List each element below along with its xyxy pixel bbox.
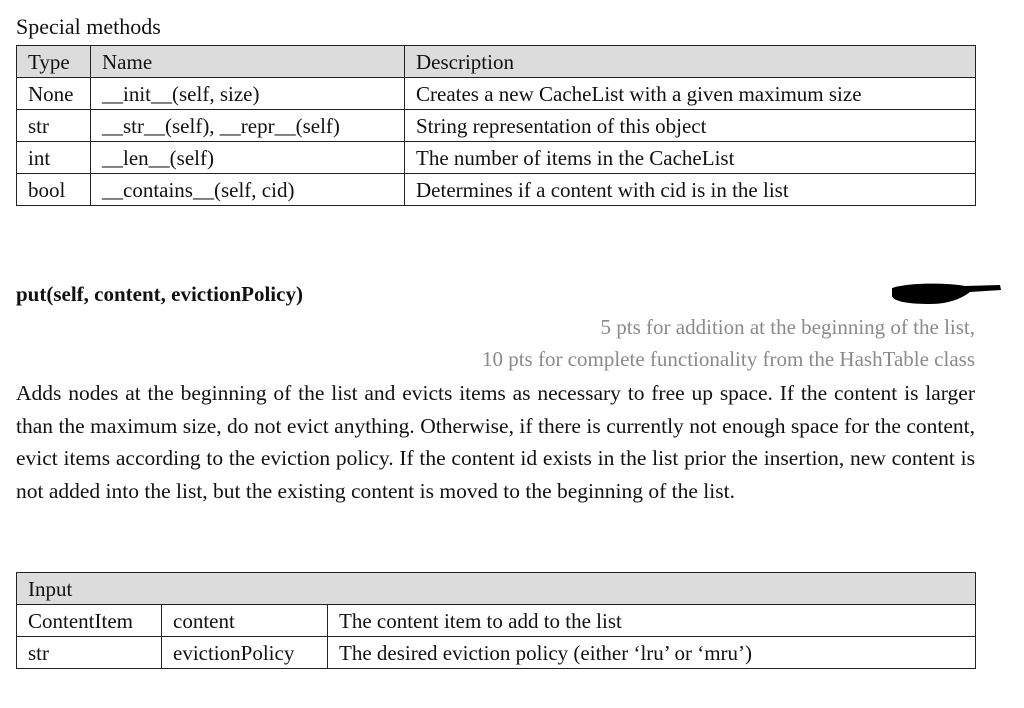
method-description-cell: String representation of this object (405, 110, 976, 142)
input-name-cell: content (162, 605, 328, 637)
method-name-cell: __len__(self) (91, 142, 405, 174)
table-header-row (17, 46, 976, 78)
table-header-row (17, 573, 976, 605)
method-type-cell: None (17, 78, 91, 110)
table-row (17, 637, 976, 669)
table-row (17, 78, 976, 110)
method-type-cell: str (17, 110, 91, 142)
method-type-cell: bool (17, 174, 91, 206)
method-name-cell: __init__(self, size) (91, 78, 405, 110)
column-header-description: Description (405, 46, 976, 78)
put-method-signature: put(self, content, evictionPolicy) (16, 282, 303, 306)
column-header-name: Name (91, 46, 405, 78)
table-row (17, 142, 976, 174)
special-methods-table (16, 45, 976, 206)
method-description-cell: The number of items in the CacheList (405, 142, 976, 174)
method-description-cell: Creates a new CacheList with a given maximum size (405, 78, 976, 110)
table-row (17, 110, 976, 142)
input-type-cell: str (17, 637, 162, 669)
method-name-cell: __contains__(self, cid) (91, 174, 405, 206)
table-row (17, 174, 976, 206)
redaction-mark (890, 280, 1002, 306)
input-name-cell: evictionPolicy (162, 637, 328, 669)
points-note-addition: 5 pts for addition at the beginning of the list, (600, 315, 975, 339)
input-description-cell: The content item to add to the list (328, 605, 976, 637)
column-header-type: Type (17, 46, 91, 78)
method-type-cell: int (17, 142, 91, 174)
redaction-scribble (892, 284, 1001, 304)
method-name-cell: __str__(self), __repr__(self) (91, 110, 405, 142)
table-row (17, 605, 976, 637)
points-note-functionality: 10 pts for complete functionality from the HashTable class (481, 347, 975, 371)
input-table (16, 572, 976, 669)
input-header: Input (17, 573, 976, 605)
input-type-cell: ContentItem (17, 605, 162, 637)
method-description-cell: Determines if a content with cid is in the list (405, 174, 976, 206)
put-method-description: Adds nodes at the beginning of the list and evicts items as necessary to free up space. If the content is larger than the maximum size, do not evict anything. Otherwise, if there is currently not enough space for the content, evict items according to the eviction policy. If the content id exists in the list prior the insertion, new content is not added into the list, but the existing content is moved to the beginning of the list. (16, 381, 975, 503)
special-methods-title: Special methods (16, 14, 161, 39)
input-description-cell: The desired eviction policy (either ‘lru’ or ‘mru’) (328, 637, 976, 669)
